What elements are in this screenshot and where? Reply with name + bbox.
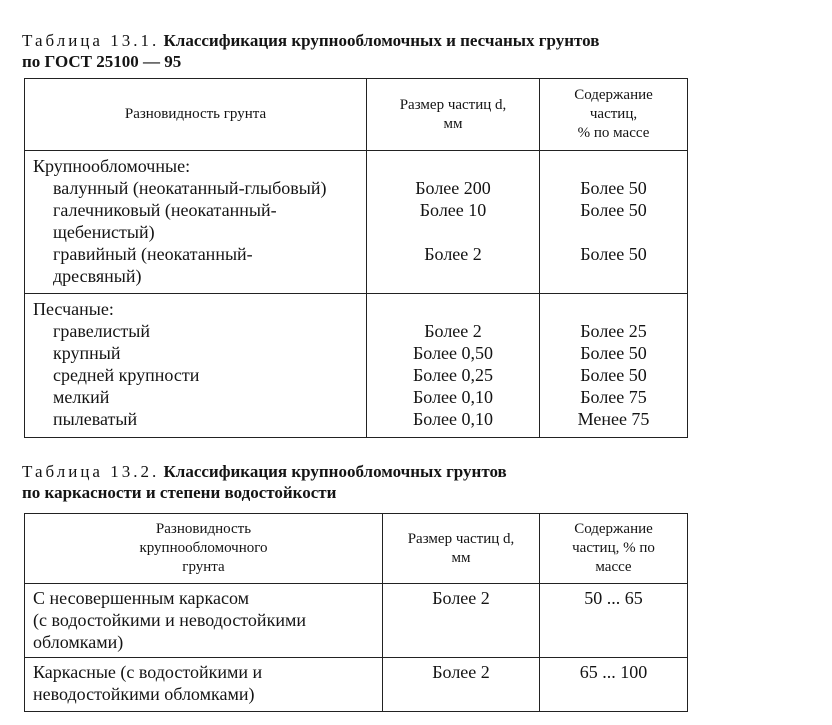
table1-caption-title-line1: Классификация крупнообломочных и песчаных грунтов — [163, 31, 600, 50]
particle-content: 65 ... 100 — [540, 658, 688, 712]
table1-group-coarse-contents — [540, 151, 688, 294]
soil-type-name-cont: дресвяный) — [53, 266, 142, 286]
particle-size: Более 10 — [419, 200, 487, 220]
table2-header-content: Содержание частиц, % по массе — [540, 514, 688, 584]
table2-header-size: Размер частиц d, мм — [383, 514, 540, 584]
table1-header-size: Размер частиц d, мм — [367, 79, 540, 151]
particle-content: Более 50 — [580, 343, 647, 363]
table1-header-type: Разновидность грунта — [25, 79, 367, 151]
table1-group-coarse-sizes — [367, 151, 540, 294]
table1-caption-number: Таблица 13.1. — [22, 31, 160, 50]
table1 — [24, 78, 688, 438]
soil-type-cell: С несовершенным каркасом (с водостойкими и неводостойкими обломками) — [25, 584, 383, 658]
table2-caption-number: Таблица 13.2. — [22, 462, 160, 481]
table2-header-row — [25, 514, 688, 584]
soil-type-name-cont: щебенистый) — [53, 222, 155, 242]
soil-type-cell: Каркасные (с водостойкими и неводостойкими обломками) — [25, 658, 383, 712]
table1-group-coarse-names — [25, 151, 367, 294]
group-title: Песчаные: — [33, 299, 114, 319]
table2-caption-title-line2: по каркасности и степени водостойкости — [22, 483, 337, 502]
soil-type-name: валунный (неокатанный-глыбовый) — [53, 178, 327, 198]
soil-type-name: гравийный (неокатанный- — [53, 244, 253, 264]
soil-type-name: крупный — [53, 343, 121, 363]
particle-size: Более 0,50 — [412, 343, 494, 363]
particle-size: Более 2 — [383, 658, 540, 712]
table1-group-sand-contents — [540, 294, 688, 438]
soil-type-name: гравелистый — [53, 321, 150, 341]
particle-size: Более 0,25 — [412, 365, 494, 385]
table1-header-row — [25, 79, 688, 151]
particle-content: Более 50 — [580, 178, 647, 198]
particle-content: Более 25 — [580, 321, 647, 341]
soil-type-name: мелкий — [53, 387, 110, 407]
soil-type-name: средней крупности — [53, 365, 200, 385]
particle-content: Более 50 — [580, 244, 647, 264]
table1-caption — [22, 30, 599, 72]
soil-type-name: пылеватый — [53, 409, 138, 429]
table1-header-content: Содержание частиц, % по массе — [540, 79, 688, 151]
table-row — [25, 658, 688, 712]
table1-group-sand — [25, 294, 688, 438]
table1-group-sand-names — [25, 294, 367, 438]
table-row — [25, 584, 688, 658]
table2-caption-title-line1: Классификация крупнообломочных грунтов — [163, 462, 507, 481]
particle-content: Менее 75 — [577, 409, 650, 429]
particle-size: Более 0,10 — [412, 387, 494, 407]
group-title: Крупнообломочные: — [33, 156, 191, 176]
table2-header-type: Разновидность крупнообломочного грунта — [25, 514, 383, 584]
particle-content: Более 50 — [580, 365, 647, 385]
table1-group-sand-sizes — [367, 294, 540, 438]
table2 — [24, 513, 688, 712]
particle-size: Более 2 — [424, 321, 482, 341]
particle-content: Более 50 — [580, 200, 647, 220]
table1-caption-title-line2: по ГОСТ 25100 — 95 — [22, 52, 182, 71]
soil-type-name: галечниковый (неокатанный- — [53, 200, 277, 220]
table1-group-coarse — [25, 151, 688, 294]
table2-caption — [22, 461, 507, 503]
particle-content: 50 ... 65 — [540, 584, 688, 658]
particle-content: Более 75 — [580, 387, 647, 407]
particle-size: Более 2 — [424, 244, 482, 264]
particle-size: Более 0,10 — [412, 409, 494, 429]
particle-size: Более 200 — [415, 178, 491, 198]
particle-size: Более 2 — [383, 584, 540, 658]
